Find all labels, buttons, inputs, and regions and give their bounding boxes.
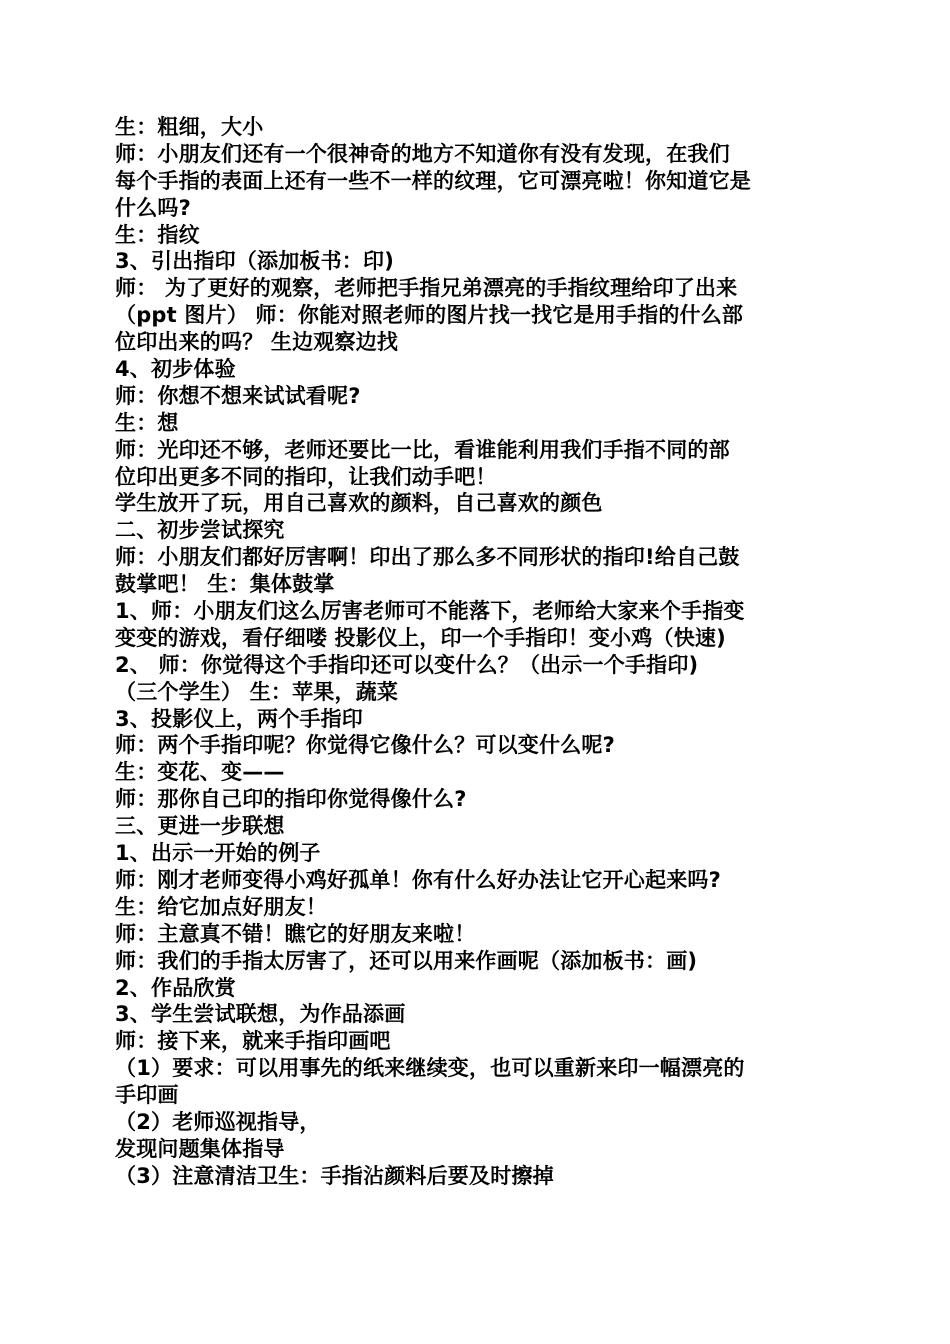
text-line: 3、学生尝试联想，为作品添画 [115, 1002, 406, 1027]
text-line: 位印出更多不同的指印，让我们动手吧！ [115, 464, 497, 489]
text-line: 1、出示一开始的例子 [115, 841, 321, 866]
text-line: 师：那你自己印的指印你觉得像什么? [115, 787, 467, 812]
text-line: 生：想 [115, 410, 179, 435]
text-line: 4、初步体验 [115, 357, 236, 382]
text-line: 师：小朋友们都好厉害啊！印出了那么多不同形状的指印!给自己鼓 [115, 545, 740, 570]
text-line: 师：你想不想来试试看呢? [115, 383, 361, 408]
text-line: 发现问题集体指导 [115, 1136, 285, 1161]
text-line: 学生放开了玩，用自己喜欢的颜料，自己喜欢的颜色 [115, 491, 603, 516]
text-line: 3、投影仪上，两个手指印 [115, 706, 364, 731]
text-line: 2、作品欣赏 [115, 975, 236, 1000]
text-line: 生：变花、变—— [115, 760, 285, 785]
text-line: 位印出来的吗？ 生边观察边找 [115, 330, 399, 355]
text-line: 每个手指的表面上还有一些不一样的纹理，它可漂亮啦！你知道它是 [115, 168, 751, 193]
text-line: （2）老师巡视指导， [115, 1109, 321, 1134]
text-line: 师： 为了更好的观察，老师把手指兄弟漂亮的手指纹理给印了出来 [115, 276, 738, 301]
text-line: 1、师：小朋友们这么厉害老师可不能落下，老师给大家来个手指变 [115, 599, 745, 624]
text-line: （3）注意清洁卫生：手指沾颜料后要及时擦掉 [115, 1163, 554, 1188]
text-line: 师：主意真不错！瞧它的好朋友来啦！ [115, 921, 476, 946]
text-line: 什么吗? [115, 195, 191, 220]
text-line: 二、初步尝试探究 [115, 518, 285, 543]
text-line: 生：给它加点好朋友！ [115, 894, 327, 919]
text-line: 3、引出指印（添加板书：印) [115, 249, 395, 274]
text-line: 师：刚才老师变得小鸡好孤单！你有什么好办法让它开心起来吗? [115, 867, 721, 892]
text-line: （ppt 图片） 师：你能对照老师的图片找一找它是用手指的什么部 [115, 303, 744, 328]
text-line: 师：两个手指印呢？你觉得它像什么？可以变什么呢? [115, 733, 615, 758]
text-line: 师：接下来，就来手指印画吧 [115, 1029, 391, 1054]
text-line: 手印画 [115, 1083, 179, 1108]
text-line: 生：粗细，大小 [115, 115, 264, 139]
text-line: 生：指纹 [115, 222, 200, 247]
text-line: 师：我们的手指太厉害了，还可以用来作画呢（添加板书：画) [115, 948, 698, 973]
text-line: （1）要求：可以用事先的纸来继续变，也可以重新来印一幅漂亮的 [115, 1056, 745, 1081]
text-line: 师：光印还不够，老师还要比一比，看谁能利用我们手指不同的部 [115, 437, 730, 462]
text-line: （三个学生） 生：苹果，蔬菜 [115, 679, 399, 704]
text-line: 变变的游戏，看仔细喽 投影仪上，印一个手指印！变小鸡（快速) [115, 625, 726, 650]
text-line: 2、 师：你觉得这个手指印还可以变什么？（出示一个手指印) [115, 652, 699, 677]
text-line: 鼓掌吧！ 生：集体鼓掌 [115, 572, 335, 597]
document-body [115, 114, 845, 1190]
text-line: 三、更进一步联想 [115, 814, 285, 839]
text-line: 师：小朋友们还有一个很神奇的地方不知道你有没有发现，在我们 [115, 141, 730, 166]
